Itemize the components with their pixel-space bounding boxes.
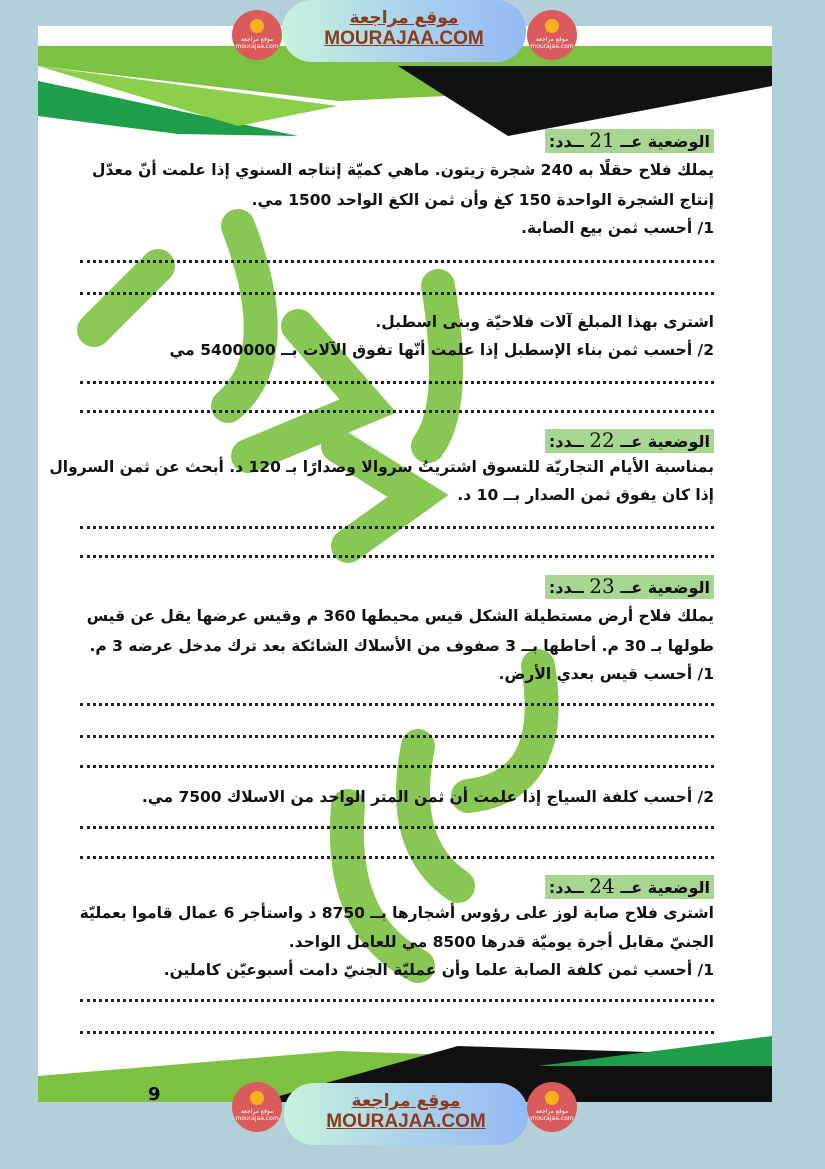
site-logo-badge[interactable] [232,10,282,60]
section-23-header: الوضعية عــ 23 ــدد: [545,575,714,599]
worksheet-page [38,26,772,1102]
question-2: 2/ أحسب كلفة السياج إذا علمت أن ثمن المتر الواحد من الاسلاك 7500 مي. [141,788,714,806]
banner-arabic: موقع مراجعة [349,8,459,28]
banner-latin: MOURAJAA.COM [324,28,484,49]
book-icon [545,1091,559,1105]
section-21-header: الوضعية عــ 21 ــدد: [545,129,714,153]
answer-line[interactable] [80,999,714,1002]
site-logo-badge[interactable] [527,10,577,60]
answer-line[interactable] [80,410,714,413]
badge-text: موقع مراجعة mourajaa.com [235,1108,279,1122]
answer-line[interactable] [80,526,714,529]
banner-latin: MOURAJAA.COM [326,1111,486,1132]
answer-line[interactable] [80,260,714,263]
badge-text: موقع مراجعة mourajaa.com [530,1108,574,1122]
question-2: 2/ أحسب ثمن بناء الإسطبل إذا علمت أنّها تفوق الآلات بــ 5400000 مي [169,341,714,359]
book-icon [250,19,264,33]
answer-line[interactable] [80,765,714,768]
answer-line[interactable] [80,292,714,295]
text-line: إذا كان يفوق ثمن الصدار بــ 10 د. [457,486,714,504]
section-24-header: الوضعية عــ 24 ــدد: [545,875,714,899]
site-logo-badge[interactable] [232,1082,282,1132]
site-banner-bottom[interactable] [284,1083,528,1145]
answer-line[interactable] [80,856,714,859]
banner-arabic: موقع مراجعة [351,1091,461,1111]
answer-line[interactable] [80,381,714,384]
badge-text: موقع مراجعة mourajaa.com [530,36,574,50]
question-1: 1/ أحسب ثمن بيع الصابة. [521,219,714,237]
text-line: بمناسبة الأيام التجاريّة للتسوق اشتريتُ سروالا وصدارًا بـ 120 د. أبحث عن ثمن السروال [49,458,714,476]
text-line: يملك فلاح أرض مستطيلة الشكل قيس محيطها 360 م وقيس عرضها يقل عن قيس [86,607,714,625]
answer-line[interactable] [80,826,714,829]
text-line: اشترى بهذا المبلغ آلات فلاحيّة وبنى اسطبل. [375,313,714,331]
book-icon [545,19,559,33]
question-1: 1/ أحسب قيس بعدي الأرض. [498,665,714,683]
site-banner-top[interactable] [282,0,526,62]
text-line: إنتاج الشجرة الواحدة 150 كغ وأن ثمن الكغ الواحد 1500 مي. [251,191,714,209]
text-line: طولها بـ 30 م. أحاطها بــ 3 صفوف من الأسلاك الشائكة بعد ترك مدخل عرضه 3 م. [89,637,714,655]
section-22-header: الوضعية عــ 22 ــدد: [545,429,714,453]
text-line: الجنيّ مقابل أجرة يوميّة قدرها 8500 مي للعامل الواحد. [288,933,714,951]
answer-line[interactable] [80,703,714,706]
answer-line[interactable] [80,735,714,738]
text-line: يملك فلاح حقلًا به 240 شجرة زيتون. ماهي كميّة إنتاجه السنوي إذا علمت أنّ معدّل [92,161,714,179]
answer-line[interactable] [80,555,714,558]
site-logo-badge[interactable] [527,1082,577,1132]
book-icon [250,1091,264,1105]
answer-line[interactable] [80,1031,714,1034]
page-number: 9 [148,1084,161,1102]
badge-text: موقع مراجعة mourajaa.com [235,36,279,50]
text-line: اشترى فلاح صابة لوز على رؤوس أشجارها بــ 8750 د واستأجر 6 عمال قاموا بعمليّة [79,904,714,922]
question-1: 1/ أحسب ثمن كلفة الصابة علما وأن عمليّة الجنيّ دامت أسبوعيّن كاملين. [163,961,714,979]
